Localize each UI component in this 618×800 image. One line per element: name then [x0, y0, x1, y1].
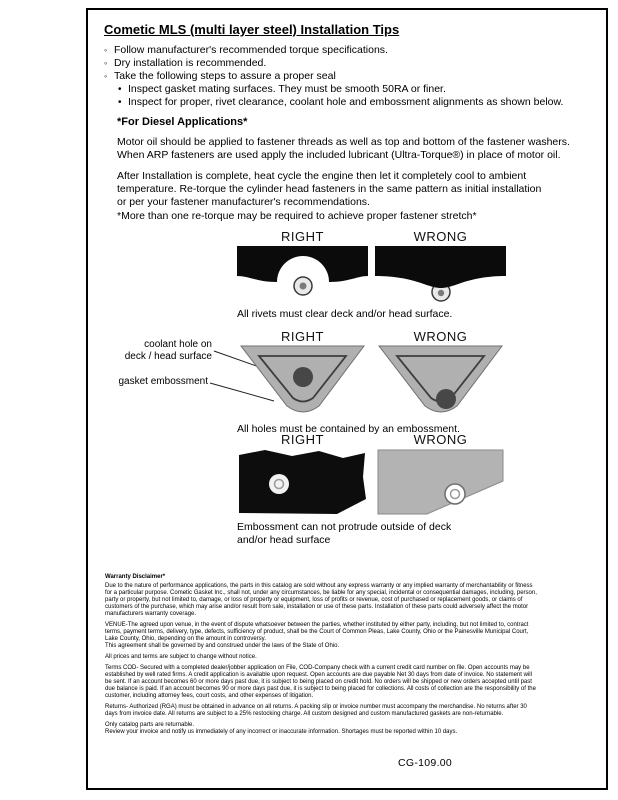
deck-shape	[375, 246, 506, 288]
warranty-review-line: Review your invoice and notify us immediately of any incorrect or inaccurate information. Shortages must be reported within 10 days.	[105, 729, 458, 735]
diesel-paragraph-2	[117, 170, 603, 209]
row2-caption: All holes must be contained by an embossment.	[237, 423, 460, 435]
row1-wrong-header: WRONG	[413, 229, 468, 244]
warranty-catalog-line: Only catalog parts are returnable.	[105, 722, 195, 728]
deck-shape	[239, 450, 366, 514]
rivet-right-figure	[237, 246, 368, 309]
caption-line: Embossment can not protrude outside of deck	[237, 521, 452, 533]
warranty-venue-paragraph: VENUE-The agreed upon venue, in the event of dispute whatsoever between the parties, whether instituted by either party, including, but not limited to, contract terms, payment terms, delivery, type, defects, sufficiency of product, shall be the Court of Common Pleas, Lake County, Ohio or the Painesville Municipal Court, Lake County, Ohio, depending on the amount in controversy.	[105, 622, 529, 642]
list-item	[104, 44, 584, 57]
rivet-clear-diagram	[237, 246, 368, 304]
row1-caption: All rivets must clear deck and/or head surface.	[237, 308, 453, 320]
embossment-inside-diagram	[237, 447, 368, 517]
sub-list-item	[118, 83, 584, 96]
gasket-embossment-label: gasket embossment	[118, 376, 208, 387]
label-line: coolant hole on	[144, 339, 212, 350]
open-bullet-icon: ◦	[104, 45, 108, 55]
paragraph-line: After Installation is complete, heat cycle the engine then let it completely cool to ambient	[117, 170, 527, 182]
row2-wrong-header: WRONG	[413, 329, 468, 344]
embossment-protruding-diagram	[375, 447, 506, 517]
coolant-hole-icon	[436, 389, 456, 409]
hole-contained-diagram	[237, 344, 368, 420]
row1-right-header: RIGHT	[281, 229, 324, 244]
open-bullet-icon: ◦	[104, 71, 108, 81]
row2-right-header: RIGHT	[281, 329, 324, 344]
embossment-wrong-figure	[375, 344, 506, 425]
warranty-law-line: This agreement shall be governed by and construed under the laws of the State of Ohio.	[105, 643, 340, 649]
coolant-hole-icon	[293, 367, 313, 387]
warranty-section	[105, 574, 537, 736]
row3-caption	[237, 521, 451, 547]
caption-line: and/or head surface	[237, 534, 331, 546]
rivet-center	[300, 283, 307, 290]
list-item-text: Dry installation is recommended.	[114, 57, 267, 69]
embossment-hole-icon	[269, 474, 289, 494]
hole-outside-diagram	[375, 344, 506, 420]
paragraph-line: temperature. Re-torque the cylinder head fasteners in the same pattern as initial installation	[117, 183, 542, 195]
list-item-text: Inspect for proper, rivet clearance, coolant hole and embossment alignments as shown below.	[128, 96, 564, 108]
list-item-text: Take the following steps to assure a proper seal	[114, 70, 336, 82]
embossment-hole-icon	[445, 484, 465, 504]
row3-wrong-header: WRONG	[413, 432, 468, 447]
rivet-overlap-diagram	[375, 246, 506, 304]
warranty-returns-paragraph: Returns- Authorized (RGA) must be obtained in advance on all returns. A packing slip or invoice number must accompany the merchandise. No returns after 30 days from invoice date. All returns are subject to a 25% restocking charge. All custom designed and custom manufactured gaskets are non-returnable.	[105, 704, 527, 717]
diesel-applications-heading: *For Diesel Applications*	[117, 116, 248, 128]
list-item	[104, 57, 584, 70]
list-item-text: Inspect gasket mating surfaces. They must be smooth 50RA or finer.	[128, 83, 446, 95]
deck-shape	[378, 450, 503, 514]
warranty-prices-line: All prices and terms are subject to change without notice.	[105, 654, 257, 660]
label-line: deck / head surface	[124, 350, 212, 362]
diesel-paragraph-1	[117, 136, 603, 162]
list-item-text: Follow manufacturer's recommended torque specifications.	[114, 44, 388, 56]
open-bullet-icon: ◦	[104, 58, 108, 68]
rivet-center	[438, 290, 444, 296]
warranty-terms-paragraph: Terms COD- Secured with a completed dealer/jobber application on File, COD-Company check with a current credit card number on file. Open accounts may be established by well rated firms. A credit application is available upon request. Open accounts are due payable Net 30 days from date of invoice. No statement will be sent. If an account becomes 60 or more days past due, it is subject to being placed on credit hold. No orders will be shipped or new orders accepted until past due balance is paid. If an account becomes 90 or more days past due, it is subject to being placed for collections. All costs of collection are the responsibility of the customer, including attorney fees, court costs, and other expenses of litigation.	[105, 665, 536, 699]
list-item	[104, 70, 584, 83]
protrusion-wrong-figure	[375, 447, 506, 522]
protrusion-right-figure	[237, 447, 368, 522]
warranty-disclaimer-paragraph: Due to the nature of performance applications, the parts in this catalog are sold without any express warranty or any implied warranty of merchantability or fitness for a particular purpose. Cometic Gasket Inc., shall not, under any circumstances, be liable for any special, incidental or consequential damages, including, person, party or property, but not limited to, damage, or loss of property or equipment, loss of profits or revenue, cost of purchased or replacement goods, or claims of customers of the purchase, which may arise and/or result from sale, installation or use of these parts. Installation of these parts could adversely affect the motor manufacturers warranty coverage.	[105, 583, 537, 617]
filled-bullet-icon: •	[118, 97, 122, 108]
intro-bullet-list	[104, 44, 584, 109]
page-title: Cometic MLS (multi layer steel) Installation Tips	[104, 22, 400, 37]
paragraph-line: or per your fastener manufacturer's recommendations.	[117, 196, 370, 208]
embossment-right-figure	[237, 344, 368, 425]
filled-bullet-icon: •	[118, 84, 122, 95]
rivet-wrong-figure	[375, 246, 506, 309]
document-code: CG-109.00	[398, 757, 453, 769]
paragraph-line: Motor oil should be applied to fastener threads as well as top and bottom of the fastener washers.	[117, 136, 570, 148]
warranty-heading: Warranty Disclaimer*	[105, 574, 166, 580]
sub-list-item	[118, 96, 584, 109]
retorque-note: *More than one re-torque may be required to achieve proper fastener stretch*	[117, 210, 477, 222]
paragraph-line: When ARP fasteners are used apply the included lubricant (Ultra-Torque®) in place of motor oil.	[117, 149, 561, 161]
row3-right-header: RIGHT	[281, 432, 324, 447]
